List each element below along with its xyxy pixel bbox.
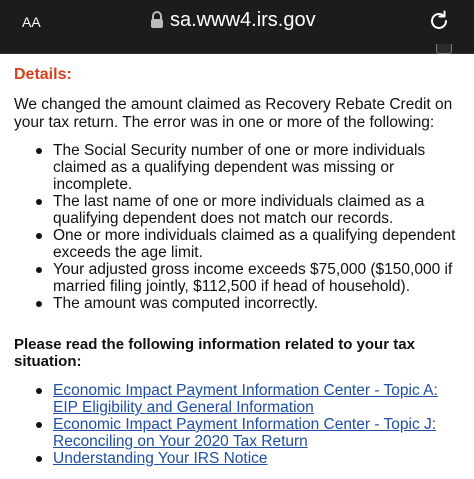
- list-item: [36, 450, 462, 467]
- link-topic-a[interactable]: Economic Impact Payment Information Center - Topic A: EIP Eligibility and General Information: [53, 382, 438, 416]
- tabs-icon[interactable]: [436, 44, 452, 54]
- list-item: One or more individuals claimed as a qualifying dependent exceeds the age limit.: [36, 227, 462, 261]
- intro-text: We changed the amount claimed as Recovery Rebate Credit on your tax return. The error was in one or more of the following:: [14, 96, 453, 131]
- reload-button[interactable]: [426, 8, 452, 34]
- lock-icon: [150, 11, 164, 29]
- address-bar[interactable]: [150, 6, 316, 34]
- details-heading: Details:: [14, 66, 72, 83]
- reasons-list: [36, 142, 462, 312]
- info-heading: Please read the following information related to your tax situation:: [14, 336, 415, 370]
- list-item: The amount was computed incorrectly.: [36, 295, 462, 312]
- link-understanding-notice[interactable]: Understanding Your IRS Notice: [53, 450, 268, 467]
- text-size-button[interactable]: [22, 10, 41, 33]
- list-item: [36, 382, 462, 416]
- links-list: [36, 382, 462, 467]
- url-text: sa.www4.irs.gov: [170, 8, 316, 31]
- list-item: [36, 416, 462, 450]
- toolbar-bottom-strip: [0, 36, 474, 54]
- reload-icon: [426, 8, 452, 34]
- notice-content: [14, 66, 462, 467]
- list-item: The Social Security number of one or more individuals claimed as a qualifying dependent was missing or incomplete.: [36, 142, 462, 193]
- text-size-label: AA: [22, 14, 41, 30]
- list-item: Your adjusted gross income exceeds $75,000 ($150,000 if married filing jointly, $112,500 if head of household).: [36, 261, 462, 295]
- list-item: The last name of one or more individuals claimed as a qualifying dependent does not match our records.: [36, 193, 462, 227]
- link-topic-j[interactable]: Economic Impact Payment Information Center - Topic J: Reconciling on Your 2020 Tax Return: [53, 416, 437, 450]
